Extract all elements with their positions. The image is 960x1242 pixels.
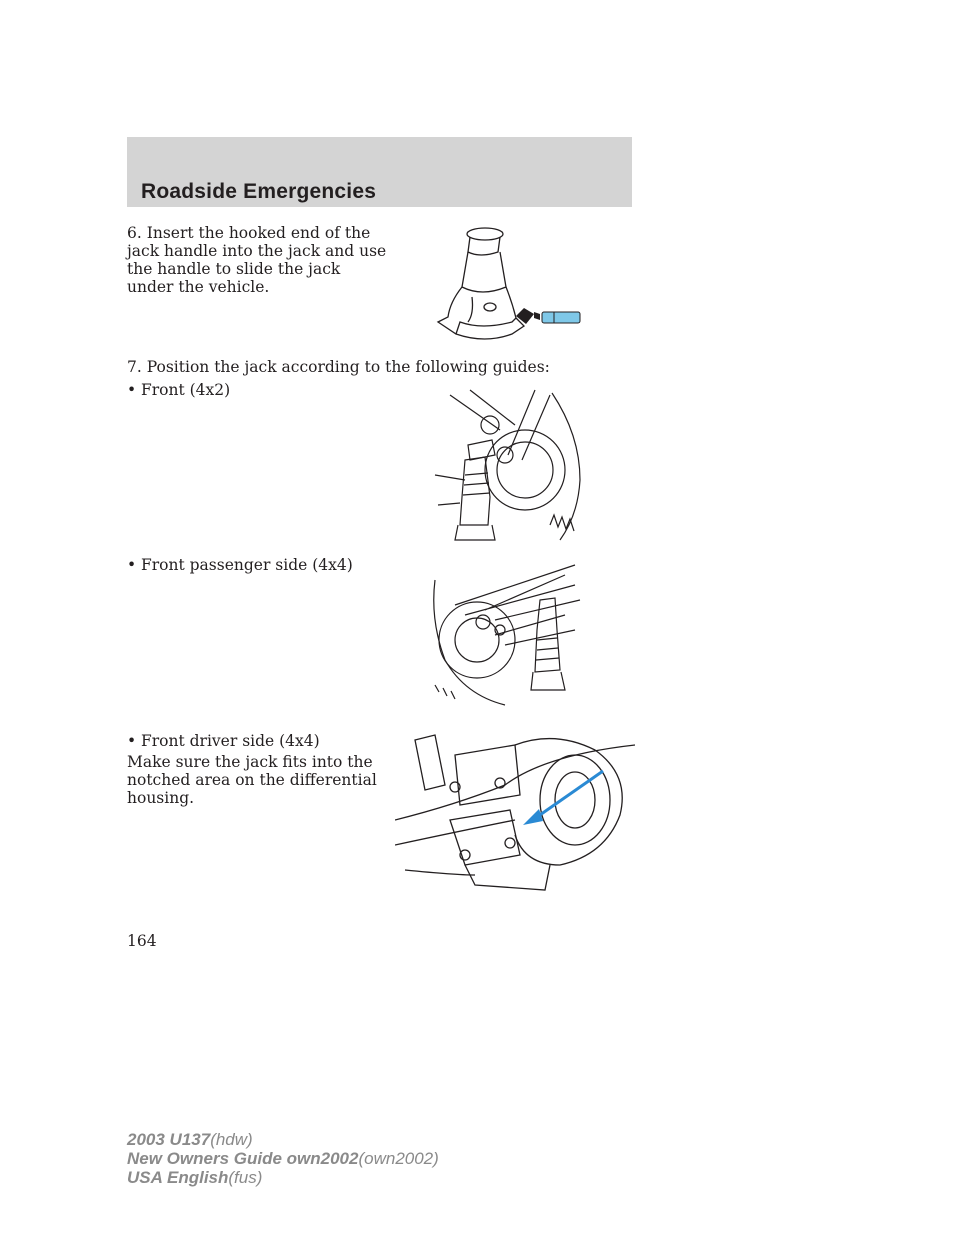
differential-note: Make sure the jack fits into the notched area on the differential housing. xyxy=(127,753,377,807)
footer-language-code: (fus) xyxy=(228,1168,263,1187)
footer-line-1 xyxy=(127,1130,439,1149)
bullet-marker: • xyxy=(127,381,137,399)
front-4x2-jack-point-illustration xyxy=(430,385,590,545)
footer-guide: New Owners Guide own2002 xyxy=(127,1149,359,1168)
bullet-marker: • xyxy=(127,732,137,750)
step-6-text: 6. Insert the hooked end of the jack handle into the jack and use the handle to slide the jack under the vehicle. xyxy=(127,224,387,296)
front-driver-4x4-differential-illustration xyxy=(395,725,635,895)
step-7-text: 7. Position the jack according to the following guides: xyxy=(127,358,550,376)
footer-model-code: (hdw) xyxy=(210,1130,253,1149)
bullet-label: Front (4x2) xyxy=(141,381,231,399)
bullet-front-passenger-4x4 xyxy=(127,556,353,574)
print-footer xyxy=(127,1130,439,1187)
footer-line-2 xyxy=(127,1149,439,1168)
footer-language: USA English xyxy=(127,1168,229,1187)
bullet-front-4x2 xyxy=(127,381,230,399)
footer-line-3 xyxy=(127,1168,439,1187)
bullet-label: Front passenger side (4x4) xyxy=(141,556,353,574)
bullet-marker: • xyxy=(127,556,137,574)
footer-model: 2003 U137 xyxy=(127,1130,211,1149)
front-passenger-4x4-jack-point-illustration xyxy=(425,560,585,710)
bullet-label: Front driver side (4x4) xyxy=(141,732,320,750)
bullet-front-driver-4x4 xyxy=(127,732,320,750)
page-number: 164 xyxy=(127,932,157,950)
jack-handle-illustration xyxy=(420,222,590,347)
section-title: Roadside Emergencies xyxy=(141,180,377,203)
footer-guide-code: (own2002) xyxy=(358,1149,439,1168)
